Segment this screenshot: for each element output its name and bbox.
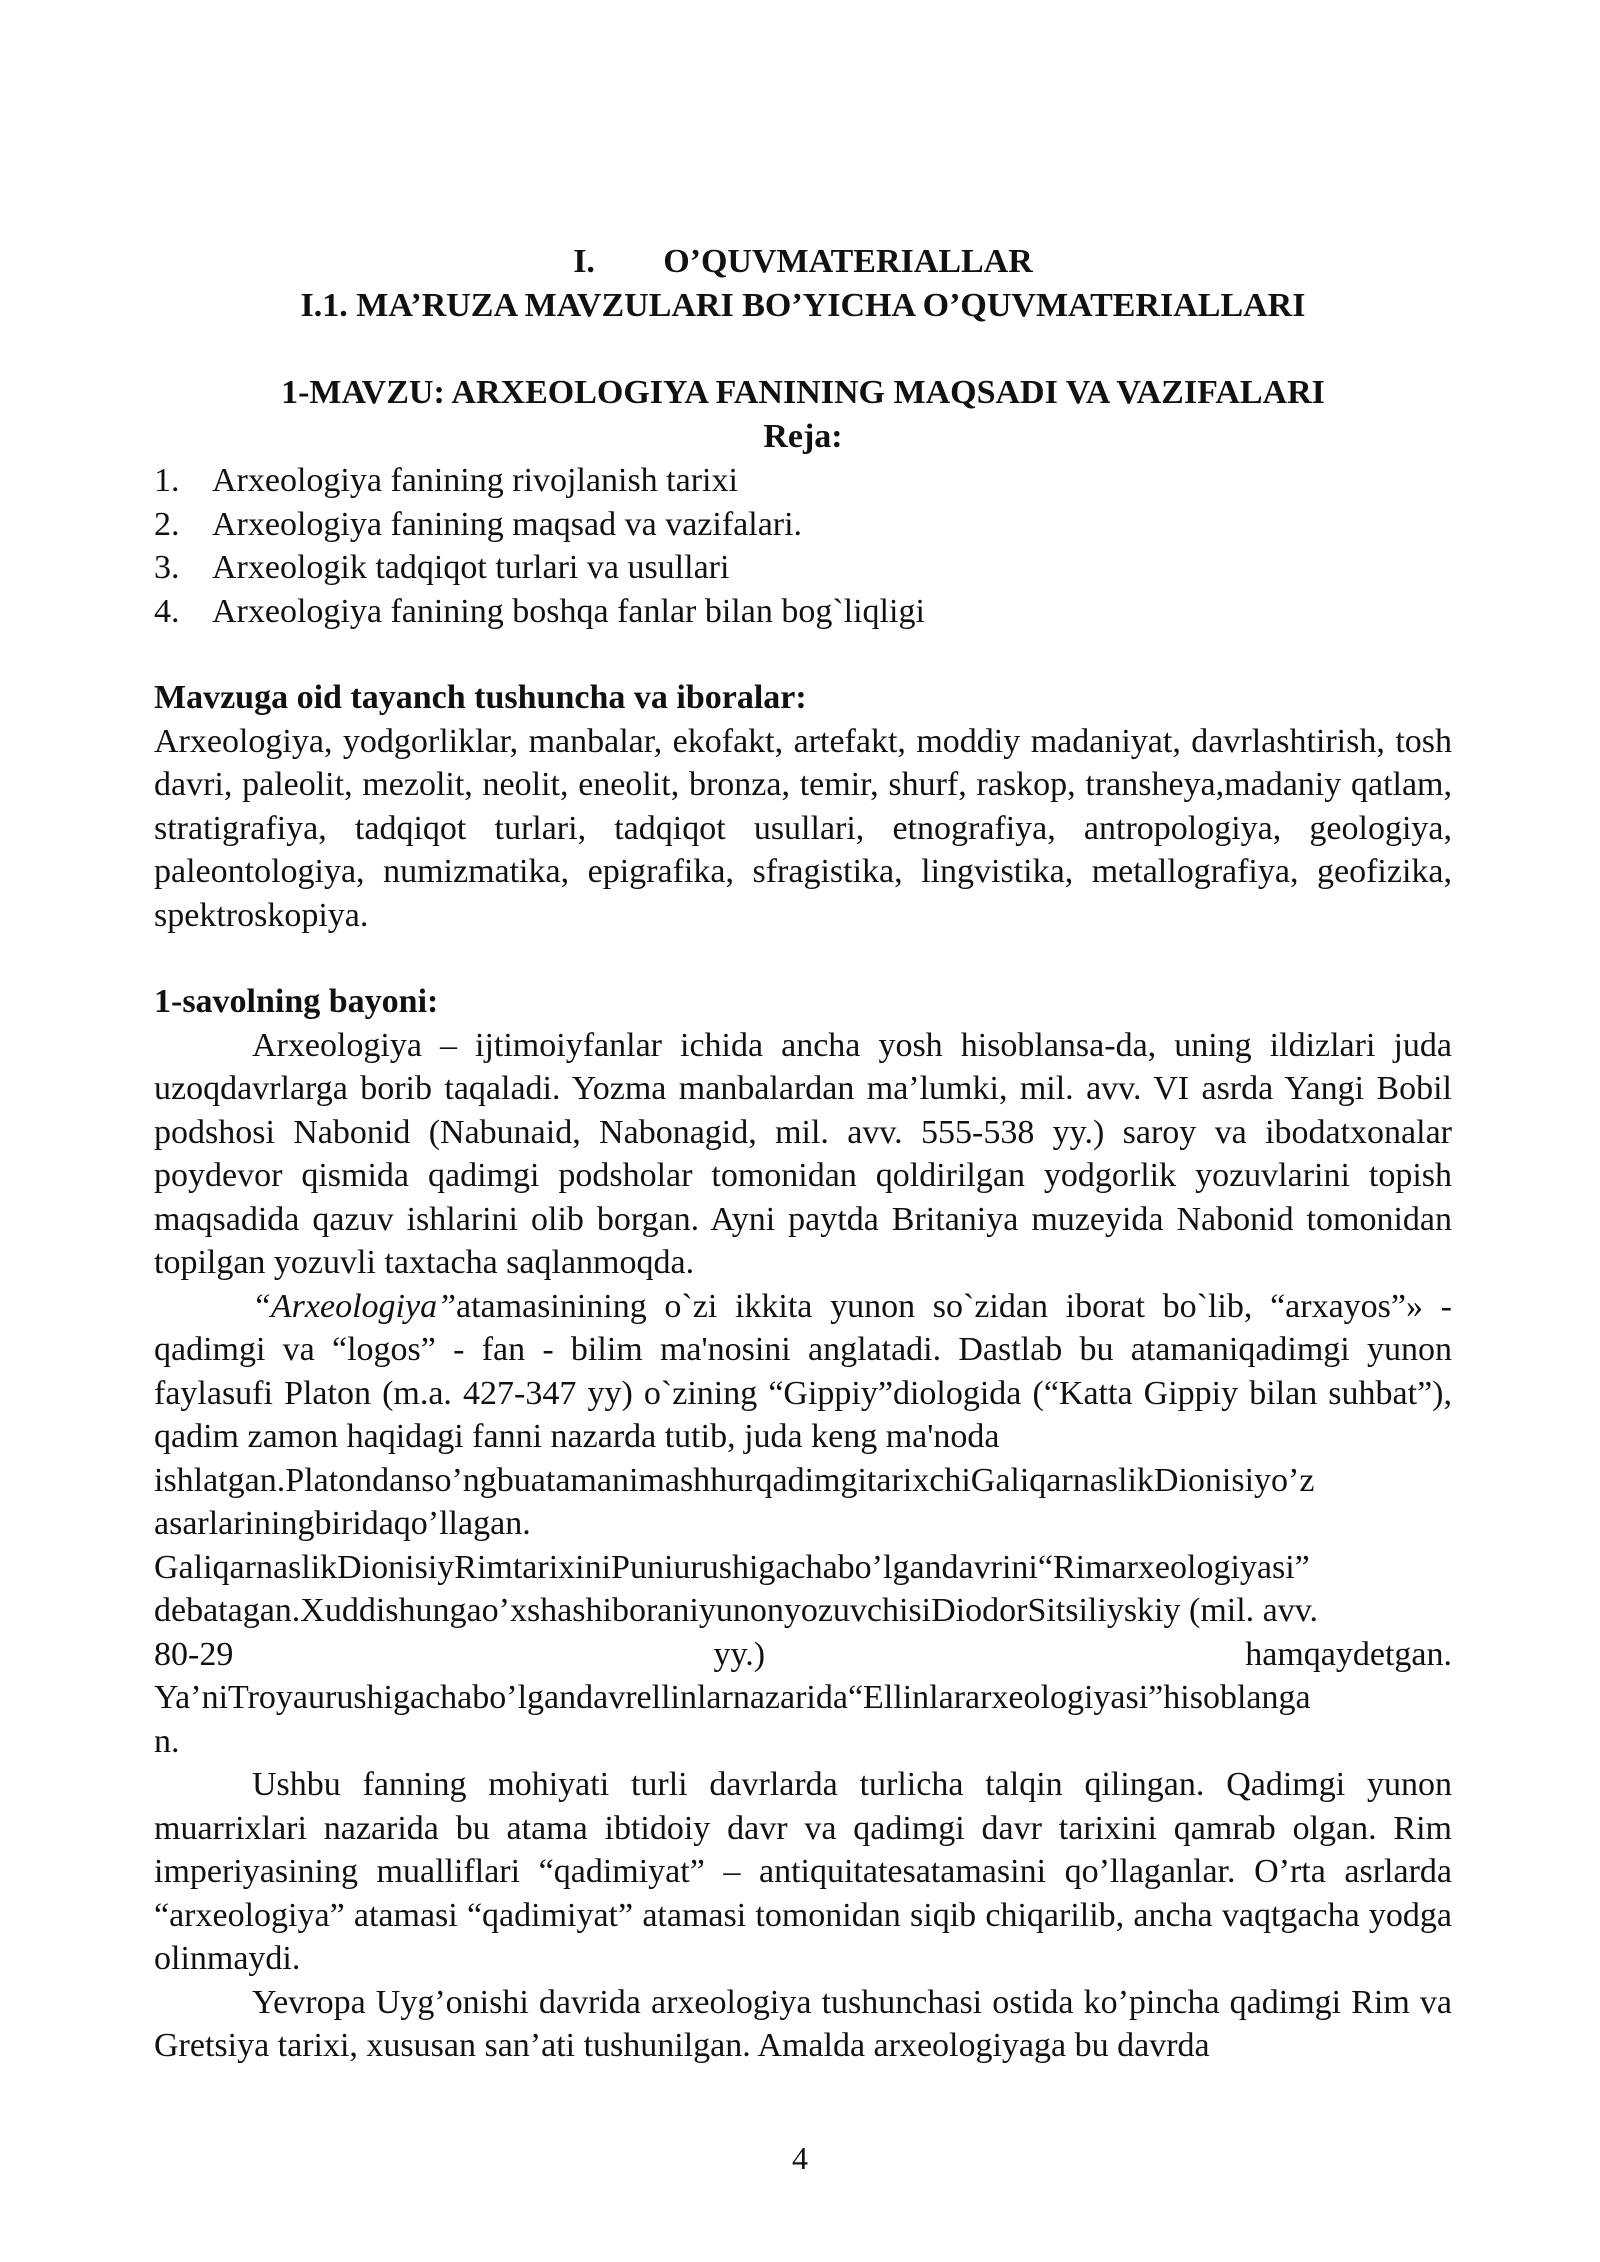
chapter-title: O’QUVMATERIALLAR — [663, 243, 1033, 280]
page-number: 4 — [792, 2140, 808, 2176]
plan-label: Reja: — [763, 418, 843, 455]
keywords-text: Arxeologiya, yodgorliklar, manbalar, ekofakt, artefakt, moddiy madaniyat, davrlashtirish, tosh davri, paleolit, mezolit, neolit, eneolit, bronza, temir, shurf, raskop, transheya,madaniy qatlam, stratigrafiya, tadqiqot turlari, tadqiqot usullari, etnografiya, antropologiya, geologiya, paleontologiya, numizmatika, epigrafika, sfragistika, lingvistika, metallografiya, geofizika, spektroskopiya. — [154, 722, 1452, 934]
chapter-heading — [154, 240, 1452, 284]
paragraph-2-line: asarlariningbiridaqo’llagan. — [154, 1505, 531, 1542]
spacer — [154, 937, 1452, 980]
paragraph-2-line: n. — [154, 1722, 180, 1760]
spacer — [154, 328, 1452, 371]
paragraph-2-line: Ya’niTroyaurushigachabo’lgandavrellinlarnazarida“Ellinlararxeologiyasi”hisoblanga — [154, 1679, 1311, 1716]
paragraph-2-line: debatagan.Xuddishungao’xshashiboraniyunonyozuvchisiDiodorSitsiliyskiy (mil. avv. — [154, 1592, 1319, 1629]
paragraph-3: Ushbu fanning mohiyati turli davrlarda turlicha talqin qilingan. Qadimgi yunon muarrixlari nazarida bu atama ibtidoiy davr va qadimgi davr tarixini qamrab olgan. Rim imperiyasining mualliflari “qadimiyat” – antiquitatesatamasini qo’llaganlar. O’rta asrlarda “arxeologiya” atamasi “qadimiyat” atamasi tomonidan siqib chiqarilib, ancha vaqtgacha yodga olinmaydi. — [154, 1766, 1452, 1977]
paragraph-2-line: GaliqarnaslikDionisiyRimtarixiniPuniurushigachabo’lgandavrini“Rimarxeologiyasi” — [154, 1548, 1310, 1586]
list-item: 4. Arxeologiya fanining boshqa fanlar bilan bog`liqligi — [154, 592, 925, 630]
paragraph-1: Arxeologiya – ijtimoiyfanlar ichida ancha yosh hisoblansa-da, uning ildizlari juda uzoqdavrlarga borib taqaladi. Yozma manbalardan ma’lumki, mil. avv. VI asrda Yangi Bobil podshosi Nabonid (Nabunaid, Nabonagid, mil. avv. 555-538 yy.) saroy va ibodatxonalar poydevor qismida qadimgi podsholar tomonidan qoldirilgan yodgorlik yozuvlarini topish maqsadida qazuv ishlarini olib borgan. Ayni paytda Britaniya muzeyida Nabonid tomonidan topilgan yozuvli taxtacha saqlanmoqda. — [154, 1026, 1452, 1281]
spacer — [154, 633, 1452, 676]
document-page — [154, 240, 1452, 2068]
section-label: 1-savolning bayoni: — [154, 983, 439, 1020]
section-subtitle: I.1. MA’RUZA MAVZULARI BO’YICHA O’QUVMATERIALLARI — [300, 287, 1306, 324]
plan-list — [154, 459, 1452, 633]
keywords-label: Mavzuga oid tayanch tushuncha va iboralar: — [154, 679, 807, 716]
term-arxeologiya: “Arxeologiya” — [252, 1287, 456, 1325]
list-item: 1. Arxeologiya fanining rivojlanish tarixi — [154, 462, 738, 499]
paragraph-2-line: ishlatgan.Platondanso’ngbuatamanimashhurqadimgitarixchiGaliqarnaslikDionisiyo’z — [154, 1461, 1315, 1499]
chapter-number: I. — [573, 243, 595, 280]
paragraph-4: Yevropa Uyg’onishi davrida arxeologiya tushunchasi ostida ko’pincha qadimgi Rim va Gretsiya tarixi, xususan san’ati tushunilgan. Amalda arxeologiyaga bu davrda — [154, 1983, 1452, 2064]
paragraph-2-line: 80-29 yy.) hamqaydetgan. — [154, 1635, 1452, 1673]
list-item: 3. Arxeologik tadqiqot turlari va usullari — [154, 549, 730, 586]
list-item: 2. Arxeologiya fanining maqsad va vazifalari. — [154, 505, 803, 543]
paragraph-2: “Arxeologiya”atamasinining o`zi ikkita yunon so`zidan iborat bo`lib, “arxayos”» - qadimgi va “logos” - fan - bilim ma'nosini anglatadi. Dastlab bu atamaniqadimgi yunon faylasufi Platon (m.a. 427-347 yy) o`zining “Gippiy”diologida (“Katta Gippiy bilan suhbat”), qadim zamon haqidagi fanni nazarda tutib, juda keng ma'noda — [154, 1287, 1452, 1455]
topic-title: 1-MAVZU: ARXEOLOGIYA FANINING MAQSADI VA VAZIFALARI — [281, 374, 1325, 411]
